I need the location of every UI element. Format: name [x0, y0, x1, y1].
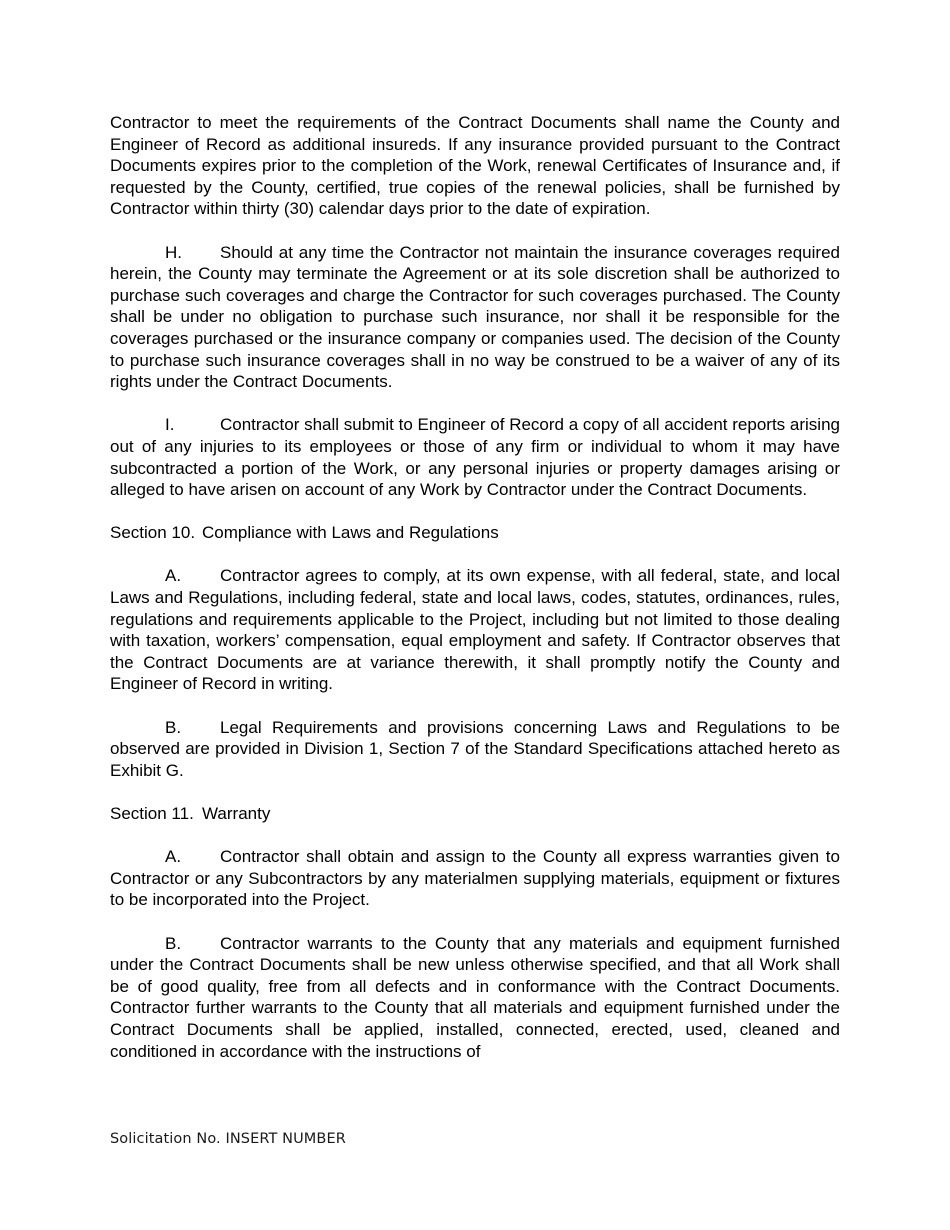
- section-10-title: Compliance with Laws and Regulations: [202, 523, 499, 543]
- paragraph-h-marker: H.: [165, 242, 182, 262]
- section-11-paragraph-a-text: Contractor shall obtain and assign to the County all express warranties given to Contractor or any Subcontractors by any materialmen supplying materials, equipment or fixtures to be incorporated into the Project.: [110, 847, 840, 910]
- section-10-paragraph-a-marker: A.: [165, 566, 182, 586]
- section-10-paragraph-b-marker: B.: [165, 717, 182, 737]
- section-11-paragraph-a-marker: A.: [165, 847, 182, 867]
- section-10-paragraph-a-text: Contractor agrees to comply, at its own expense, with all federal, state, and local Laws and Regulations, including federal, state and local laws, codes, statutes, ordinances, rules, regulations and requirements applicable to the Project, including but not limited to those dealing with taxation, workers’ compensation, equal employment and safety. If Contractor observes that the Contract Documents are at variance therewith, it shall promptly notify the County and Engineer of Record in writing.: [110, 566, 840, 694]
- paragraph-h: [110, 242, 840, 393]
- section-11-heading: [110, 803, 840, 825]
- page-footer: [110, 1130, 346, 1148]
- paragraph-h-text: Should at any time the Contractor not maintain the insurance coverages required herein, the County may terminate the Agreement or at its sole discretion shall be authorized to purchase such coverages and charge the Contractor for such coverages purchased. The County shall be under no obligation to purchase such insurance, nor shall it be responsible for the coverages purchased or the insurance company or companies used. The decision of the County to purchase such insurance coverages shall in no way be construed to be a waiver of any of its rights under the Contract Documents.: [110, 242, 840, 392]
- document-body: [110, 112, 840, 1084]
- paragraph-i: [110, 414, 840, 500]
- paragraph-continuation: [110, 112, 840, 220]
- section-10-number: Section 10.: [110, 523, 196, 543]
- section-10-paragraph-a: [110, 565, 840, 695]
- section-10-paragraph-b-text: Legal Requirements and provisions concerning Laws and Regulations to be observed are provided in Division 1, Section 7 of the Standard Specifications attached hereto as Exhibit G.: [110, 717, 840, 780]
- paragraph-i-marker: I.: [165, 415, 175, 435]
- section-11-paragraph-a: [110, 846, 840, 911]
- paragraph-continuation-text: Contractor to meet the requirements of the Contract Documents shall name the County and Engineer of Record as additional insureds. If any insurance provided pursuant to the Contract Documents expires prior to the completion of the Work, renewal Certificates of Insurance and, if requested by the County, certified, true copies of the renewal policies, shall be furnished by Contractor within thirty (30) calendar days prior to the date of expiration.: [110, 113, 840, 219]
- section-11-title: Warranty: [202, 804, 271, 823]
- section-11-paragraph-b-marker: B.: [165, 933, 182, 953]
- section-11-paragraph-b-text: Contractor warrants to the County that any materials and equipment furnished under the Contract Documents shall be new unless otherwise specified, and that all Work shall be of good quality, free from all defects and in conformance with the Contract Documents. Contractor further warrants to the County that all materials and equipment furnished under the Contract Documents shall be applied, installed, connected, erected, used, cleaned and conditioned in accordance with the instructions of: [110, 933, 840, 1061]
- section-11-paragraph-b: [110, 933, 840, 1063]
- section-10-paragraph-b: [110, 717, 840, 782]
- solicitation-number-label: Solicitation No. INSERT NUMBER: [110, 1131, 346, 1147]
- section-11-number: Section 11.: [110, 804, 194, 823]
- section-10-heading: [110, 522, 840, 544]
- paragraph-i-text: Contractor shall submit to Engineer of Record a copy of all accident reports arising out of any injuries to its employees or those of any firm or individual to whom it may have subcontracted a portion of the Work, or any personal injuries or property damages arising or alleged to have arisen on account of any Work by Contractor under the Contract Documents.: [110, 415, 840, 500]
